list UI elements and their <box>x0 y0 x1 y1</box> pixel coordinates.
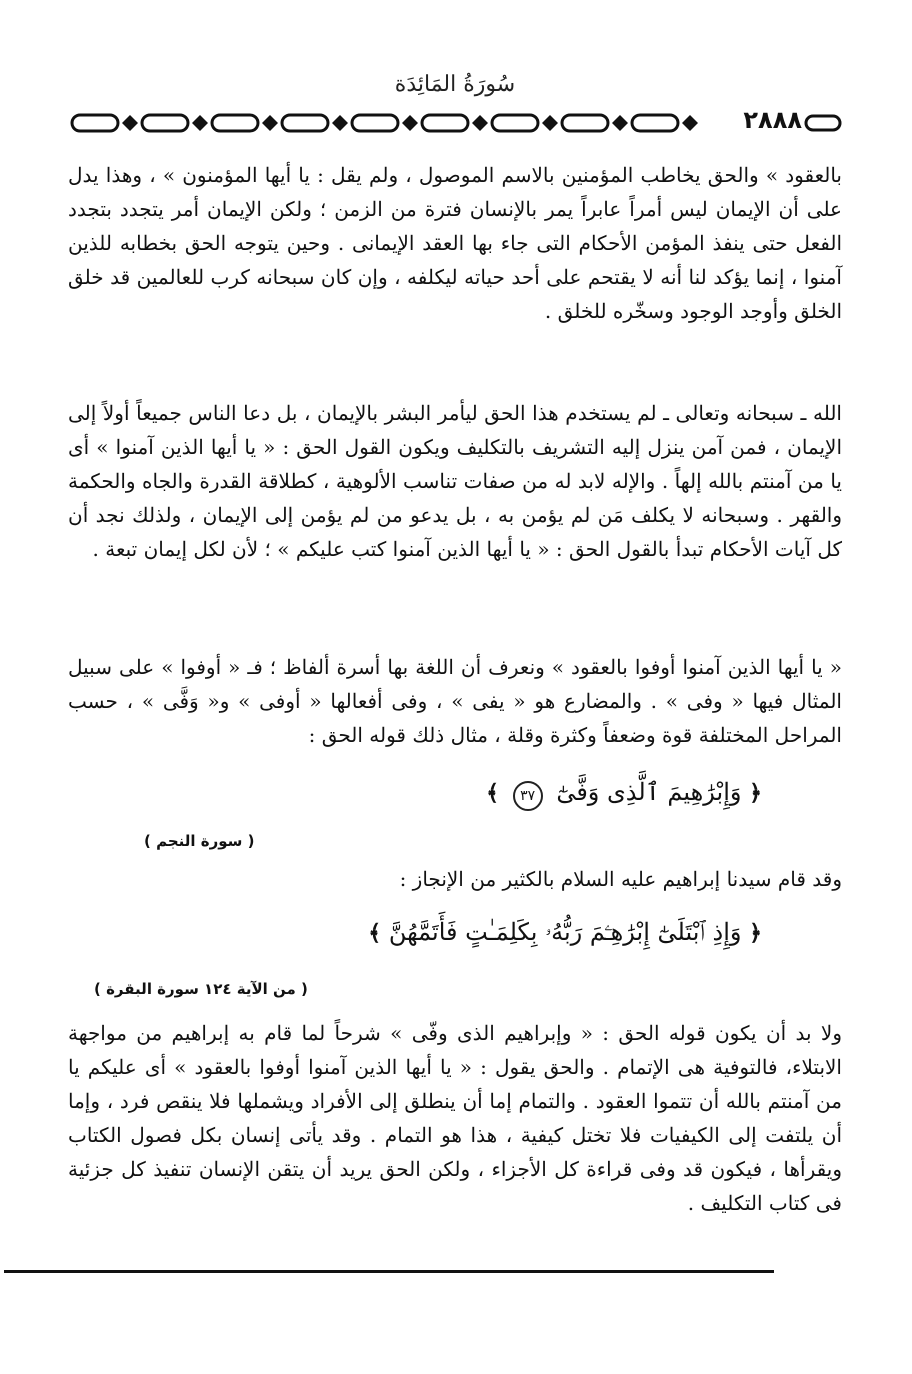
page-number: ٢٨٨٨ <box>743 106 802 134</box>
paragraph-5: ولا بد أن يكون قوله الحق : « وإبراهيم الذى وفّى » شرحاً لما قام به إبراهيم من مواجهة الابتلاء، فالتوفية هى الإتمام . والحق يقول : « يا أيها الذين آمنوا أوفوا بالعقود » أى عليكم يا من آمنتم بالله أن تتموا العقود . والتمام إما أن ينطلق إلى الأفراد ويشملها فلا ينقص فرد ، وإما أن يلتفت إلى الكيفيات فلا تختل كيفية ، هذا هو التمام . وقد يأتى إنسان بكل فصول الكتاب ويقرأها ، فيكون قد وفى قراءة كل الأجزاء ، ولكن الحق يريد أن يتقن الإنسان تنفيذ كل جزئية فى كتاب التكليف . <box>68 1021 843 1215</box>
paragraph-1: بالعقود » والحق يخاطب المؤمنين بالاسم الموصول ، ولم يقل : يا أيها المؤمنون » ، وهذا يدل على أن الإيمان ليس أمراً عابراً يمر بالإنسان فترة من الزمن ؛ ولكن الإيمان أمر يتجدد بتجدد الفعل حتى ينفذ المؤمن الأحكام التى جاء بها العقد الإيمانى . وحين يتوجه الحق بخطابه للذين آمنوا ، إنما يؤكد لنا أنه لا يقتحم على أحد حياته ليكلفه ، وإن كان سبحانه كرب للعالمين قد خلق الخلق وأوجد الوجود وسخّره للخلق . <box>68 163 842 323</box>
ayah-number: ٣٧ <box>513 781 543 811</box>
paragraph-2: الله ـ سبحانه وتعالى ـ لم يستخدم هذا الحق ليأمر البشر بالإيمان ، بل دعا الناس جميعاً أولاً إلى الإيمان ، فمن آمن ينزل إليه التشريف بالتكليف ويكون القول الحق : « يا أيها الذين آمنوا » أى يا من آمنتم بالله إلهاً . والإله لابد له من صفات تناسب الألوهية ، كطلاقة القدرة والجاه والحكمة والقهر . وسبحانه لا يكلف مَن لم يؤمن به ، بل يدعو من لم يؤمن إلى الإيمان ، ولذلك نجد أن كل آيات الأحكام تبدأ بالقول الحق : « يا أيها الذين آمنوا كتب عليكم » ؛ لأن لكل إيمان تبعة . <box>68 401 842 561</box>
surah-title: سُورَةُ المَائِدَة <box>394 72 516 97</box>
verse-close-bracket: ﴾ <box>368 920 382 946</box>
book-page <box>68 0 842 1374</box>
verse-source-baqara <box>68 980 842 998</box>
quran-verse-baqara <box>68 918 842 946</box>
verse-text: وَإِبْرَٰهِيمَ ٱلَّذِى وَفَّىٰٓ <box>556 778 742 806</box>
verse-open-bracket: ﴿ <box>749 920 762 946</box>
source-label: ( سورة النجم ) <box>144 832 255 850</box>
paragraph-3: « يا أيها الذين آمنوا أوفوا بالعقود » ونعرف أن اللغة بها أسرة ألفاظ ؛ فـ « أوفوا » على سبيل المثال فيها « وفى » . والمضارع هو « يفى » ، وفى أفعالها « أوفى » و« وَفَّى » ، حسب المراحل المختلفة قوة وضعفاً وكثرة وقلة ، مثال ذلك قوله الحق : <box>68 655 842 747</box>
verse-open-bracket: ﴿ <box>749 780 762 806</box>
page-number-ornament <box>804 114 842 132</box>
header-ornament <box>68 110 708 136</box>
paragraph-4: وقد قام سيدنا إبراهيم عليه السلام بالكثير من الإنجاز : <box>399 867 842 891</box>
verse-close-bracket: ﴾ <box>486 780 500 806</box>
footer-rule <box>4 1270 774 1273</box>
verse-text: وَإِذِ ٱبْتَلَىٰٓ إِبْرَٰهِـۧمَ رَبُّهُۥ بِكَلِمَـٰتٍ فَأَتَمَّهُنَّ <box>388 918 742 946</box>
verse-source-najm <box>68 832 842 850</box>
quran-verse-najm <box>68 778 842 811</box>
source-label: ( من الآية ١٢٤ سورة البقرة ) <box>94 980 308 998</box>
